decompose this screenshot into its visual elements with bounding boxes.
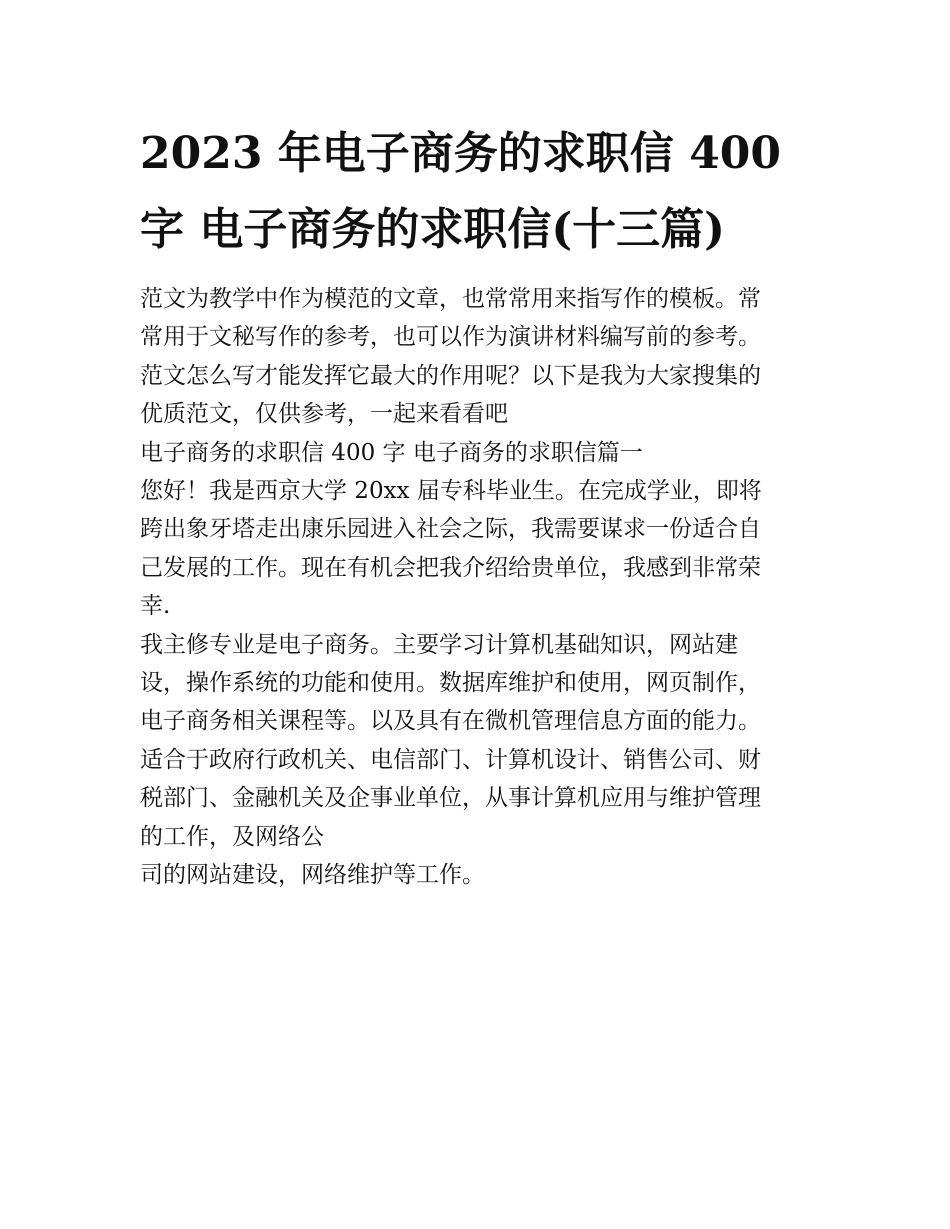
body-line: 范文怎么写才能发挥它最大的作用呢？以下是我为大家搜集的 bbox=[140, 362, 761, 389]
body-line: 常用于文秘写作的参考，也可以作为演讲材料编写前的参考。 bbox=[140, 324, 761, 351]
body-line: 您好！我是西京大学 20xx 届专科毕业生。在完成学业，即将 bbox=[140, 478, 762, 505]
body-line: 电子商务相关课程等。以及具有在微机管理信息方面的能力。 bbox=[140, 708, 761, 735]
title-line: 2023 年电子商务的求职信 400 bbox=[140, 128, 781, 179]
body-line: 优质范文，仅供参考，一起来看看吧 bbox=[140, 401, 508, 428]
document-title bbox=[140, 116, 812, 268]
section-heading: 电子商务的求职信 400 字 电子商务的求职信篇一 bbox=[140, 439, 643, 466]
document-body bbox=[140, 280, 812, 895]
body-line: 的工作，及网络公 bbox=[140, 823, 324, 850]
body-line: 跨出象牙塔走出康乐园进入社会之际，我需要谋求一份适合自 bbox=[140, 516, 761, 543]
body-line: 范文为教学中作为模范的文章，也常常用来指写作的模板。常 bbox=[140, 286, 761, 312]
body-line: 适合于政府行政机关、电信部门、计算机设计、销售公司、财 bbox=[140, 746, 761, 773]
body-line: 司的网站建设，网络维护等工作。 bbox=[140, 862, 485, 889]
body-line: 设，操作系统的功能和使用。数据库维护和使用，网页制作， bbox=[140, 670, 761, 697]
body-line: 己发展的工作。现在有机会把我介绍给贵单位，我感到非常荣 bbox=[140, 554, 761, 581]
body-line: 幸. bbox=[140, 593, 171, 620]
body-line: 我主修专业是电子商务。主要学习计算机基础知识，网站建 bbox=[140, 631, 738, 658]
title-line: 字 电子商务的求职信(十三篇) bbox=[140, 204, 725, 255]
body-line: 税部门、金融机关及企事业单位，从事计算机应用与维护管理 bbox=[140, 785, 761, 812]
